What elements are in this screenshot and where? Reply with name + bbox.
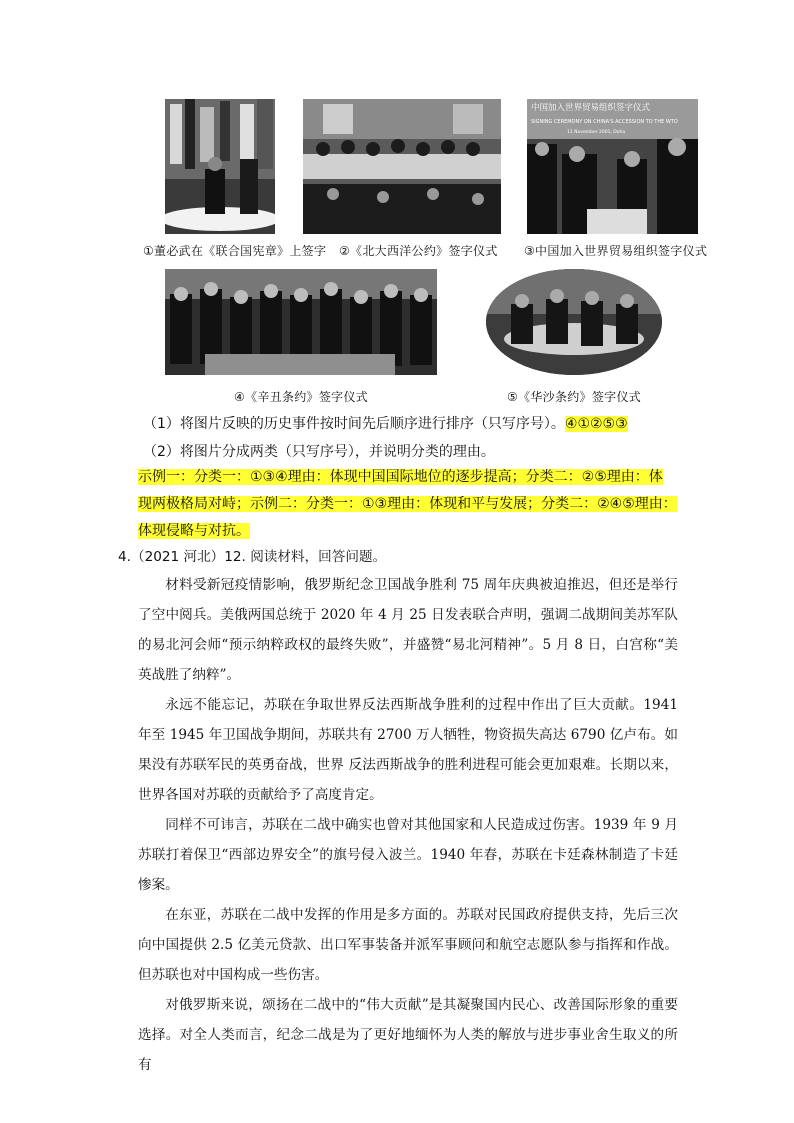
- answer-2-line-3: 体现侵略与对抗。: [138, 523, 250, 539]
- photo-boxer-protocol-signing: [165, 269, 437, 375]
- material-paragraph-5: 对俄罗斯来说，颂扬在二战中的“伟大贡献”是其凝聚国内民心、改善国际形象的重要选择。对全人类而言，纪念二战是为了更好地缅怀为人类的解放与进步事业舍生取义的所有: [138, 997, 678, 1073]
- answer-2-line-2: 现两极格局对峙；示例二：分类一：①③理由：体现和平与发展；分类二：②④⑤理由：: [138, 496, 677, 512]
- material-text: [138, 570, 678, 1080]
- material-paragraph-1: 材料受新冠疫情影响，俄罗斯纪念卫国战争胜利 75 周年庆典被迫推迟，但还是举行了空中阅兵。美俄两国总统于 2020 年 4 月 25 日发表联合声明，强调二战期间美苏军队的易北河会师“预示纳粹政权的最终失败”，并盛赞“易北河精神”。5 月 8 日，白宫称“美英战胜了纳粹”。: [138, 577, 678, 683]
- photo-nato-signing: [303, 99, 501, 234]
- wto-banner-cn: 中国加入世界贸易组织签字仪式: [531, 103, 651, 113]
- question-1-answer: ④①②⑤③: [564, 416, 628, 432]
- material-paragraph-3: 同样不可讳言，苏联在二战中确实也曾对其他国家和人民造成过伤害。1939 年 9 月苏联打着保卫“西部边界安全”的旗号侵入波兰。1940 年春，苏联在卡廷森林制造了卡廷惨案。: [138, 817, 678, 893]
- photo-caption-5: ⑤《华沙条约》签字仪式: [507, 390, 642, 404]
- photo-warsaw-pact-signing: [486, 269, 662, 375]
- photo-caption-2: ②《北大西洋公约》签字仪式: [339, 244, 498, 258]
- photo-un-charter-signing: [165, 99, 275, 234]
- photo-wto-signing: [527, 99, 698, 234]
- question-2: （2）将图片分成两类（只写序号），并说明分类的理由。: [143, 444, 495, 460]
- wto-banner-en: SIGNING CEREMONY ON CHINA'S ACCESSION TO THE WTO: [531, 119, 678, 125]
- answer-2-line-1: 示例一：分类一：①③④理由：体现中国国际地位的逐步提高；分类二：②⑤理由：体: [138, 469, 663, 485]
- wto-banner-date: 11 November 2001, Doha: [567, 130, 626, 135]
- material-paragraph-2: 永远不能忘记，苏联在争取世界反法西斯战争胜利的过程中作出了巨大贡献。1941 年至 1945 年卫国战争期间，苏联共有 2700 万人牺牲，物资损失高达 6790 亿卢布。如果没有苏联军民的英勇奋战，世界 反法西斯战争的胜利进程可能会更加艰难。长期以来，世界各国对苏联的贡献给予了高度肯定。: [138, 697, 678, 803]
- question-1: [143, 414, 628, 434]
- material-paragraph-4: 在东亚，苏联在二战中发挥的作用是多方面的。苏联对民国政府提供支持，先后三次向中国提供 2.5 亿美元贷款、出口军事装备并派军事顾问和航空志愿队参与指挥和作战。但苏联也对中国构成一些伤害。: [138, 907, 678, 983]
- question-1-text: （1）将图片反映的历史事件按时间先后顺序进行排序（只写序号）。: [143, 416, 565, 432]
- photo-caption-1: ①董必武在《联合国宪章》上签字: [143, 244, 327, 258]
- photo-caption-3: ③中国加入世界贸易组织签字仪式: [524, 244, 708, 258]
- question-4-heading: 4.（2021 河北）12. 阅读材料，回答问题。: [118, 549, 387, 565]
- photo-caption-4: ④《辛丑条约》签字仪式: [234, 390, 369, 404]
